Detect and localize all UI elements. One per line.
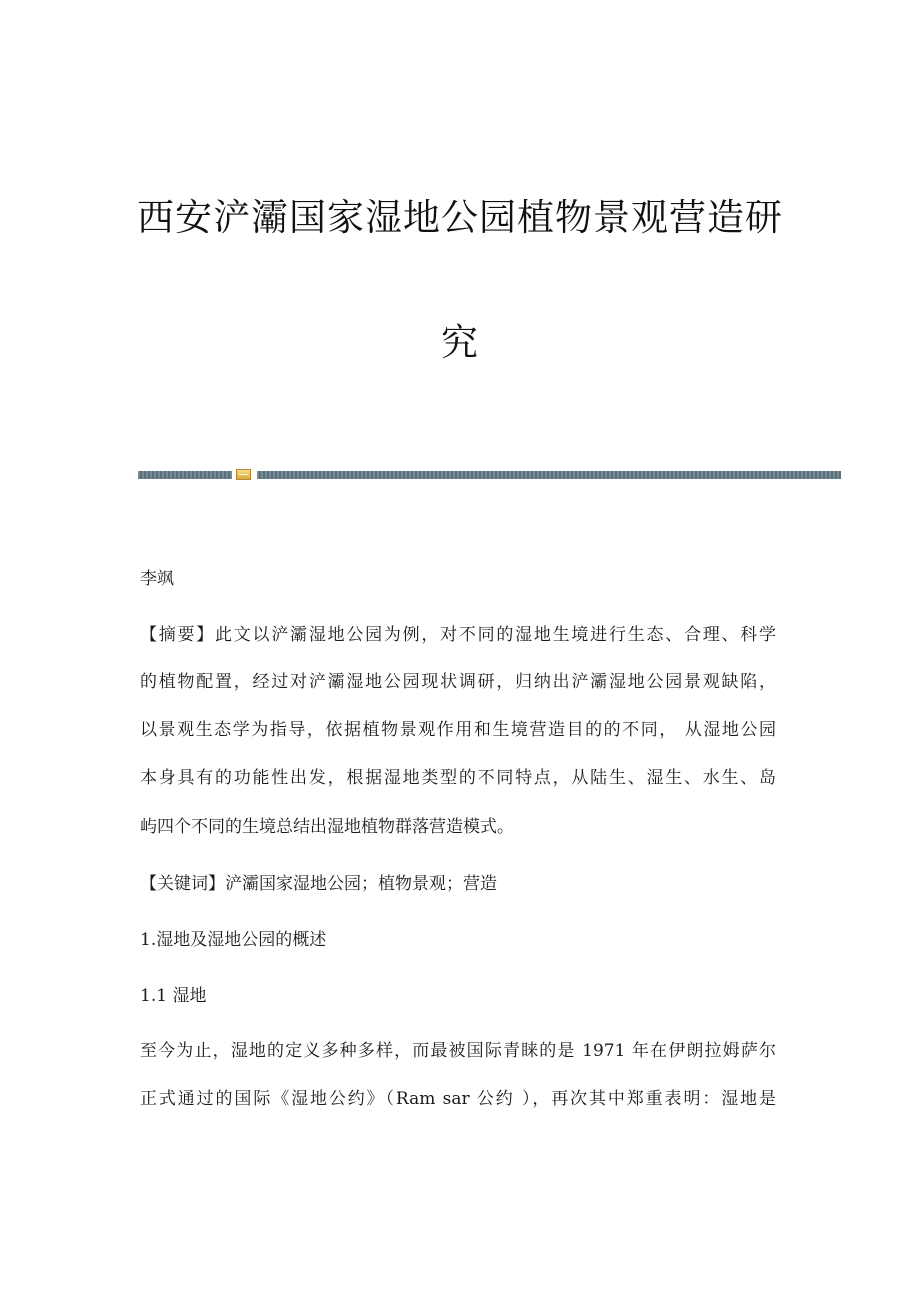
- title-divider: [138, 467, 841, 481]
- abstract-line: 【摘要】此文以浐灞湿地公园为例，对不同的湿地生境进行生态、合理、科学: [140, 625, 776, 645]
- section-heading: 1.湿地及湿地公园的概述: [140, 930, 327, 950]
- abstract-line: 的植物配置，经过对浐灞湿地公园现状调研，归纳出浐灞湿地公园景观缺陷，: [140, 672, 776, 692]
- subsection-heading: 1.1 湿地: [140, 986, 207, 1006]
- abstract-line: 屿四个不同的生境总结出湿地植物群落营造模式。: [140, 817, 514, 837]
- divider-bar-right: [257, 471, 841, 479]
- body-line: 至今为止，湿地的定义多种多样，而最被国际青睐的是 1971 年在伊朗拉姆萨尔: [140, 1041, 776, 1061]
- divider-ornament-icon: [236, 469, 251, 480]
- paper-title-line-2: 究: [441, 321, 479, 364]
- paper-title-line-1: 西安浐灞国家湿地公园植物景观营造研: [137, 196, 783, 239]
- abstract-line: 本身具有的功能性出发，根据湿地类型的不同特点，从陆生、湿生、水生、岛: [140, 768, 776, 788]
- divider-bar-left: [138, 471, 232, 479]
- body-line: 正式通过的国际《湿地公约》（Ram sar 公约 ），再次其中郑重表明：湿地是: [140, 1089, 776, 1109]
- abstract-line: 以景观生态学为指导，依据植物景观作用和生境营造目的的不同， 从湿地公园: [140, 720, 776, 740]
- author: 李飒: [140, 569, 174, 589]
- keywords: 【关键词】浐灞国家湿地公园；植物景观；营造: [140, 874, 497, 894]
